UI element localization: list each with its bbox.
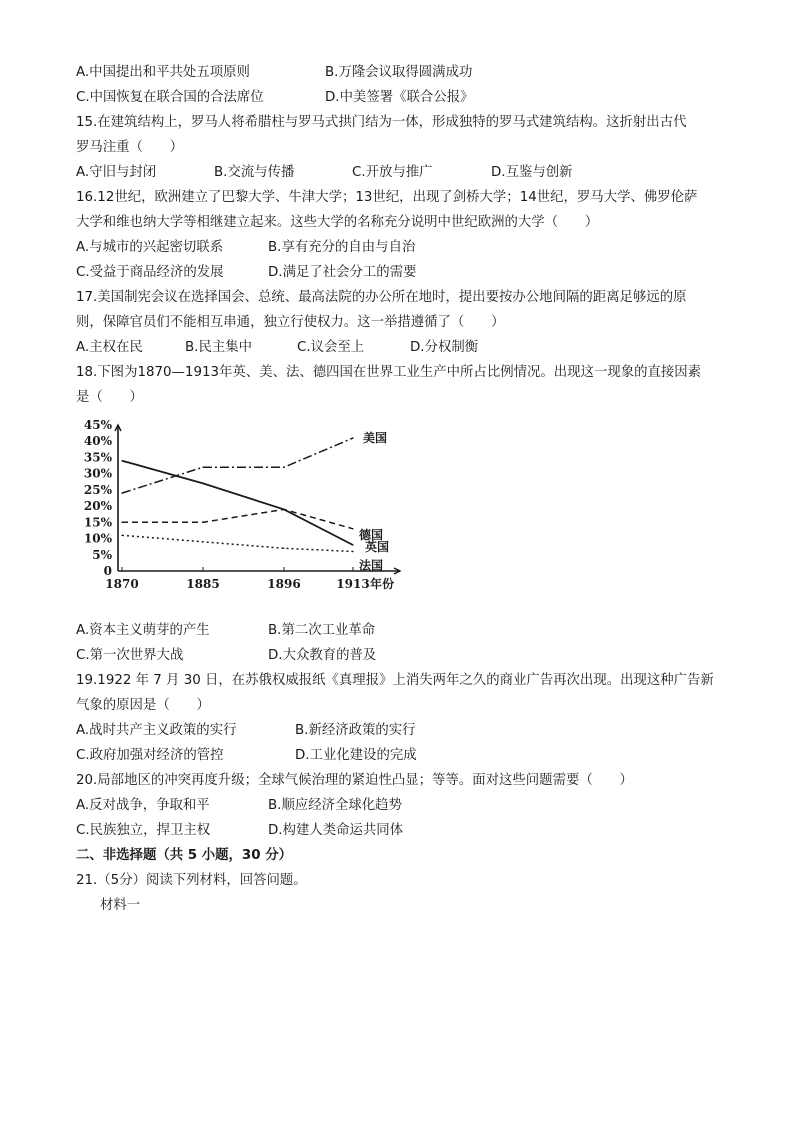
data-point [352,551,353,552]
q17-stem-line2: 则，保障官员们不能相互串通，独立行使权力。这一举措遵循了（ ） [76,315,505,330]
x-axis-unit: 年份 [370,577,395,591]
q15-option-d: D.互鉴与创新 [491,165,573,180]
q20-option-c: C.民族独立，捍卫主权 [76,823,211,838]
data-point [352,437,353,438]
chart-axes [115,425,400,574]
y-tick-label: 45% [83,420,112,432]
data-point [202,522,203,523]
q16-option-b: B.享有充分的自由与自治 [268,240,416,255]
chart-series [121,437,353,552]
data-point [121,535,122,536]
q18-option-c: C.第一次世界大战 [76,648,184,663]
y-tick-label: 25% [83,482,112,497]
data-point [121,460,122,461]
q19-option-c: C.政府加强对经济的管控 [76,748,224,763]
series-line-0 [122,438,353,493]
series-label: 英国 [365,540,390,555]
q19-stem-line1: 19.1922 年 7 月 30 日，在苏俄权威报纸《真理报》上消失两年之久的商业广告再次出现。出现这种广告新 [76,673,714,688]
q20-option-a: A.反对战争，争取和平 [76,798,210,813]
series-line-3 [122,535,353,551]
q20-option-d: D.构建人类命运共同体 [268,823,404,838]
data-point [283,467,284,468]
q18-option-a: A.资本主义萌芽的产生 [76,623,210,638]
q19-option-d: D.工业化建设的完成 [295,748,417,763]
q17-option-a: A.主权在民 [76,340,143,355]
q15-option-a: A.守旧与封闭 [76,165,157,180]
q16-stem-line2: 大学和维也纳大学等相继建立起来。这些大学的名称充分说明中世纪欧洲的大学（ ） [76,215,599,230]
q17-option-b: B.民主集中 [185,340,253,355]
series-line-2 [122,509,353,528]
y-tick-label: 35% [83,450,112,465]
x-tick-label: 1885 [186,577,220,591]
data-point [121,522,122,523]
series-label: 法国 [359,558,384,573]
series-label: 美国 [363,430,388,445]
x-tick-label: 1870 [105,577,139,591]
q17-option-d: D.分权制衡 [410,340,479,355]
data-point [202,541,203,542]
q15-option-c: C.开放与推广 [352,165,433,180]
q19-stem-line2: 气象的原因是（ ） [76,698,210,713]
q18-stem-line2: 是（ ） [76,390,143,405]
q18-option-b: B.第二次工业革命 [268,623,376,638]
q21-stem: 21.（5分）阅读下列材料，回答问题。 [76,873,307,888]
q20-stem: 20.局部地区的冲突再度升级；全球气候治理的紧迫性凸显；等等。面对这些问题需要（ ） [76,773,633,788]
q14-option-b: B.万隆会议取得圆满成功 [325,65,473,80]
data-point [352,544,353,545]
q15-stem-line2: 罗马注重（ ） [76,140,184,155]
q17-stem-line1: 17.美国制宪会议在选择国会、总统、最高法院的办公所在地时，提出要按办公地间隔的距离足够远的原 [76,290,687,305]
y-tick-label: 30% [83,466,112,481]
q17-option-c: C.议会至上 [297,340,365,355]
q21-material-1: 材料一 [100,898,141,913]
q16-option-c: C.受益于商品经济的发展 [76,265,224,280]
data-point [202,483,203,484]
series-label: 德国 [359,527,384,542]
series-line-1 [122,461,353,545]
data-point [121,493,122,494]
q19-option-a: A.战时共产主义政策的实行 [76,723,237,738]
y-tick-label: 20% [83,499,112,514]
section-2-heading: 二、非选择题（共 5 小题，30 分） [76,848,293,863]
q15-stem-line1: 15.在建筑结构上，罗马人将希腊柱与罗马式拱门结为一体，形成独特的罗马式建筑结构。这折射出古代 [76,115,687,130]
q20-option-b: B.顺应经济全球化趋势 [268,798,402,813]
series-labels [359,430,389,573]
q14-option-a: A.中国提出和平共处五项原则 [76,65,250,80]
q16-stem-line1: 16.12世纪，欧洲建立了巴黎大学、牛津大学；13世纪，出现了剑桥大学；14世纪，罗马大学、佛罗伦萨 [76,190,698,205]
q15-option-b: B.交流与传播 [214,165,295,180]
q19-option-b: B.新经济政策的实行 [295,723,416,738]
data-point [283,548,284,549]
q16-option-d: D.满足了社会分工的需要 [268,265,417,280]
y-tick-label: 10% [83,531,112,546]
x-tick-label: 1896 [267,577,301,591]
data-point [202,467,203,468]
industrial-share-line-chart [70,420,430,600]
data-point [352,528,353,529]
y-tick-labels [84,420,113,578]
q18-stem-line1: 18.下图为1870—1913年英、美、法、德四国在世界工业生产中所占比例情况。出现这一现象的直接因素 [76,365,702,380]
data-point [283,509,284,510]
x-tick-label: 1913 [336,577,370,591]
q16-option-a: A.与城市的兴起密切联系 [76,240,224,255]
q14-option-c: C.中国恢复在联合国的合法席位 [76,90,264,105]
q18-option-d: D.大众教育的普及 [268,648,377,663]
y-tick-label: 15% [83,515,112,530]
q14-option-d: D.中美签署《联合公报》 [325,90,474,105]
y-tick-label: 40% [83,434,112,449]
y-tick-label: 5% [92,547,112,562]
y-tick-label: 0 [103,564,112,578]
